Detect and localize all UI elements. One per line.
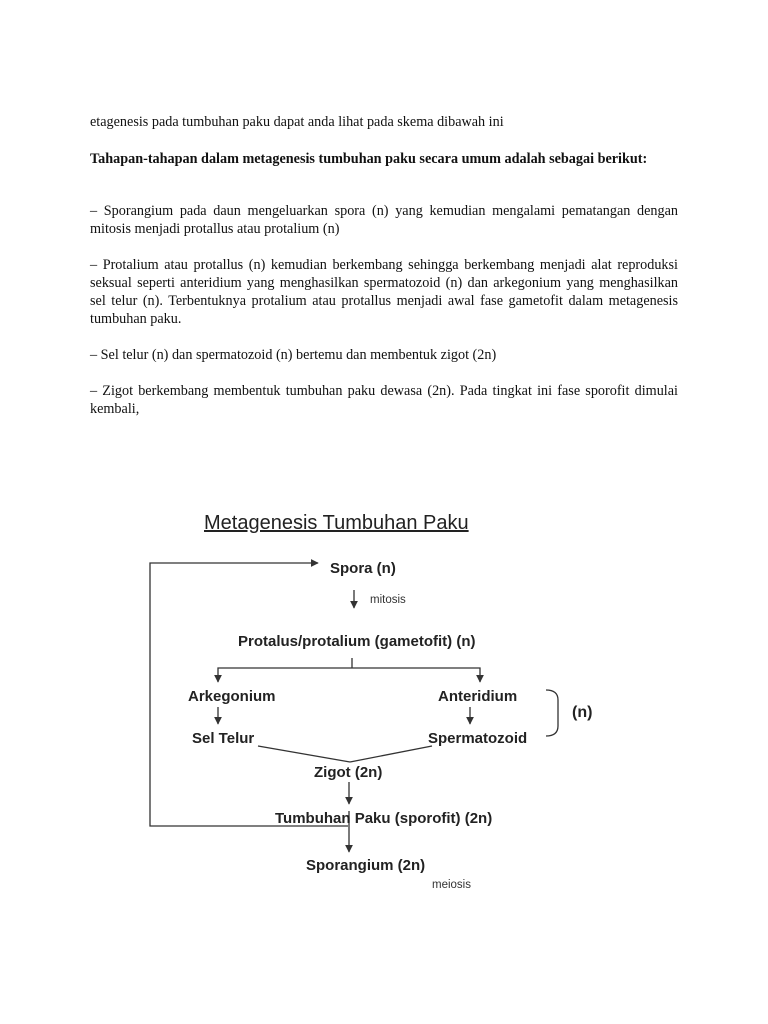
node-spermatozoid: Spermatozoid bbox=[428, 730, 528, 747]
branch-left bbox=[218, 668, 352, 682]
label-mitosis: mitosis bbox=[370, 594, 406, 606]
paragraph-4: – Zigot berkembang membentuk tumbuhan paku dewasa (2n). Pada tingkat ini fase sporofit dimulai kembali, bbox=[90, 383, 678, 417]
paragraph-1: – Sporangium pada daun mengeluarkan spora (n) yang kemudian mengalami pematangan dengan mitosis menjadi protallus atau protalium (n) bbox=[90, 203, 678, 237]
node-tumbuhan-paku: Tumbuhan Paku (sporofit) (2n) bbox=[275, 810, 493, 827]
paragraph-2: – Protalium atau protallus (n) kemudian berkembang sehingga berkembang menjadi alat reproduksi seksual seperti anteridium yang menghasilkan spermatozoid (n) dan arkegonium yang menghasilkan sel telur (n). Terbentuknya protalium atau protallus menjadi awal fase gametofit dalam metagenesis tumbuhan paku. bbox=[90, 257, 678, 327]
node-zigot: Zigot (2n) bbox=[314, 764, 383, 781]
label-meiosis: meiosis bbox=[432, 879, 471, 891]
label-haploid: (n) bbox=[572, 704, 593, 721]
diagram-title: Metagenesis Tumbuhan Paku bbox=[204, 512, 469, 534]
node-sporangium: Sporangium (2n) bbox=[306, 857, 426, 874]
haploid-bracket bbox=[546, 690, 558, 736]
branch-right bbox=[352, 668, 480, 682]
node-spora: Spora (n) bbox=[330, 560, 396, 577]
node-arkegonium: Arkegonium bbox=[188, 688, 276, 705]
paragraph-3: – Sel telur (n) dan spermatozoid (n) bertemu dan membentuk zigot (2n) bbox=[90, 347, 497, 363]
line-seltelur-zigot bbox=[258, 746, 350, 762]
node-sel-telur: Sel Telur bbox=[192, 730, 255, 747]
metagenesis-diagram bbox=[0, 500, 768, 920]
section-heading: Tahapan-tahapan dalam metagenesis tumbuhan paku secara umum adalah sebagai berikut: bbox=[90, 151, 648, 167]
line-spermatozoid-zigot bbox=[350, 746, 432, 762]
intro-text: etagenesis pada tumbuhan paku dapat anda lihat pada skema dibawah ini bbox=[90, 114, 504, 130]
node-anteridium: Anteridium bbox=[438, 688, 518, 705]
node-protalus: Protalus/protalium (gametofit) (n) bbox=[238, 633, 476, 650]
